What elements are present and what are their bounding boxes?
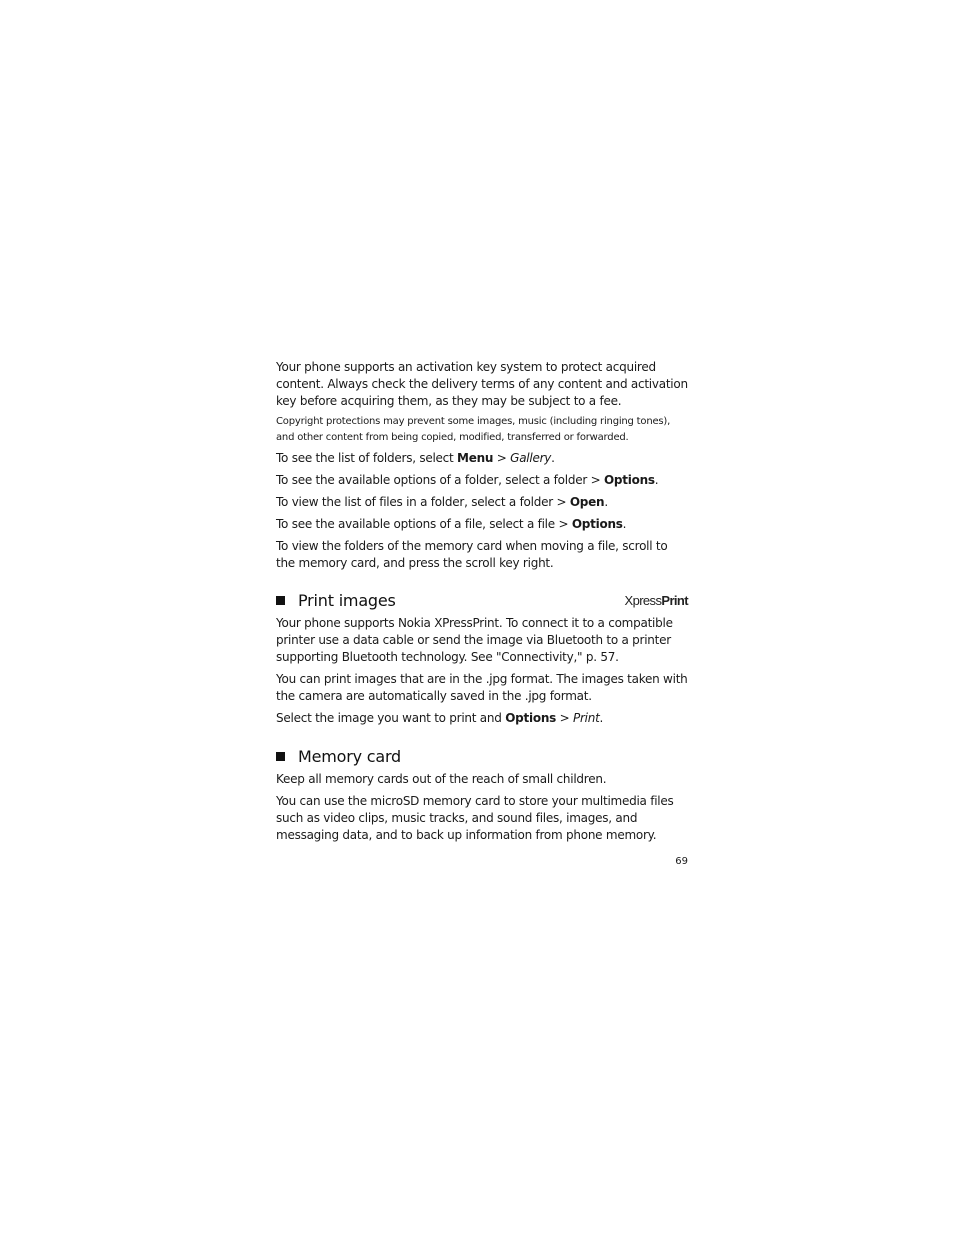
print-images-title: Print images	[298, 590, 396, 610]
files-instruction	[276, 494, 688, 511]
files-instruction-text: To view the list of files in a folder, select a folder >	[276, 495, 570, 509]
period: .	[654, 473, 659, 487]
copyright-note: Copyright protections may prevent some images, music (including ringing tones), and other content from being copied, modified, transferred or forwarded.	[276, 416, 671, 443]
print-instruction	[276, 710, 688, 727]
child-safety-paragraph: Keep all memory cards out of the reach of small children.	[276, 772, 607, 786]
period: .	[599, 711, 604, 725]
microsd-paragraph: You can use the microSD memory card to store your multimedia files such as video clips, music tracks, and sound files, images, and messaging data, and to back up information from phone memory.	[276, 794, 674, 842]
print-images-heading	[276, 591, 396, 610]
menu-label: Menu	[457, 451, 494, 465]
xpressprint-logo-light: Xpress	[624, 592, 662, 608]
separator: >	[493, 451, 511, 465]
square-bullet-icon	[276, 596, 285, 605]
options-label: Options	[603, 473, 655, 487]
print-images-heading-row	[276, 587, 688, 613]
folders-instruction	[276, 450, 688, 467]
period: .	[622, 517, 627, 531]
separator: >	[556, 711, 573, 725]
xpressprint-paragraph: Your phone supports Nokia XPressPrint. To connect it to a compatible printer use a data cable or send the image via Bluetooth to a printer supporting Bluetooth technology. See "Connectivity," p. 57.	[276, 616, 673, 664]
file-options-text: To see the available options of a file, select a file >	[276, 517, 572, 531]
xpressprint-logo-bold: Print	[661, 592, 688, 608]
print-label: Print	[572, 711, 600, 725]
print-instruction-text: Select the image you want to print and	[276, 711, 506, 725]
page-content	[276, 359, 688, 844]
open-label: Open	[569, 495, 605, 509]
folder-options-instruction	[276, 472, 688, 489]
xpressprint-logo	[625, 593, 689, 608]
memory-card-folders-paragraph: To view the folders of the memory card when moving a file, scroll to the memory card, and press the scroll key right.	[276, 539, 668, 570]
jpg-format-paragraph: You can print images that are in the .jpg format. The images taken with the camera are automatically saved in the .jpg format.	[276, 672, 688, 703]
square-bullet-icon	[276, 752, 285, 761]
memory-card-title: Memory card	[298, 746, 402, 766]
gallery-label: Gallery	[510, 451, 552, 465]
options-label: Options	[571, 517, 623, 531]
memory-card-heading	[276, 747, 401, 766]
period: .	[604, 495, 608, 509]
options-label: Options	[505, 711, 557, 725]
folder-options-text: To see the available options of a folder, select a folder >	[276, 473, 604, 487]
file-options-instruction	[276, 516, 688, 533]
folders-instruction-text: To see the list of folders, select	[276, 451, 458, 465]
period: .	[551, 451, 555, 465]
page-number: 69	[675, 856, 688, 867]
activation-key-paragraph: Your phone supports an activation key system to protect acquired content. Always check the delivery terms of any content and activation key before acquiring them, as they may be subject to a fee.	[276, 360, 688, 408]
memory-card-heading-row	[276, 743, 688, 769]
